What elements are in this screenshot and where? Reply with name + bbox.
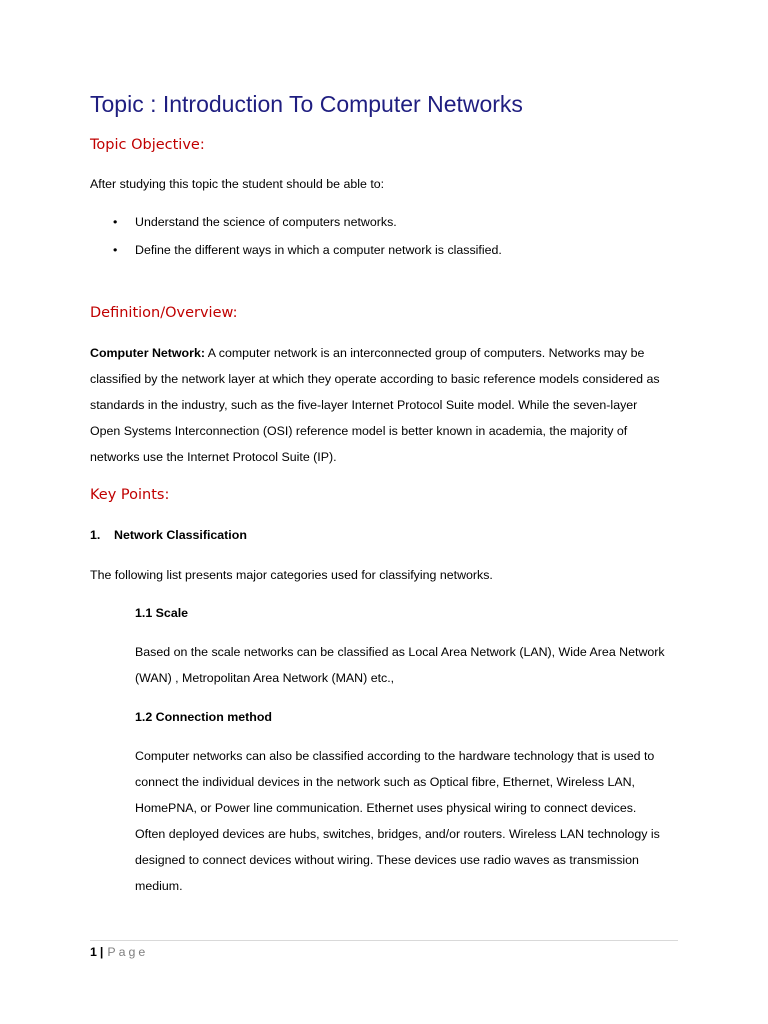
- key-point-item-title: Network Classification: [114, 528, 247, 542]
- overview-heading: Definition/Overview:: [90, 305, 238, 321]
- list-item: [113, 214, 397, 230]
- page-number: 1: [90, 945, 97, 959]
- bullet-text: Understand the science of computers networks.: [135, 215, 397, 229]
- subsection-line: medium.: [135, 879, 183, 893]
- list-item: [113, 242, 502, 258]
- bullet-icon: •: [113, 215, 118, 229]
- bullet-icon: •: [113, 243, 118, 257]
- subsection-paragraph: [135, 743, 660, 899]
- subsection-title: 1.2 Connection method: [135, 710, 272, 724]
- footer-page-label: Page: [107, 945, 149, 959]
- footer-separator: |: [99, 945, 104, 959]
- subsection-paragraph: [135, 639, 665, 691]
- page-footer: [90, 944, 148, 960]
- subsection-line: Computer networks can also be classified according to the hardware technology that is used to: [135, 749, 655, 763]
- subsection-line: Often deployed devices are hubs, switches, bridges, and/or routers. Wireless LAN technology is: [135, 827, 660, 841]
- overview-line-text: A computer network is an interconnected group of computers. Networks may be: [204, 346, 645, 360]
- overview-line: Open Systems Interconnection (OSI) reference model is better known in academia, the majority of: [90, 424, 628, 438]
- subsection-line: HomePNA, or Power line communication. Ethernet uses physical wiring to connect devices.: [135, 801, 637, 815]
- bullet-text: Define the different ways in which a computer network is classified.: [135, 243, 502, 257]
- subsection-line: connect the individual devices in the network such as Optical fibre, Ethernet, Wireless LAN,: [135, 775, 635, 789]
- subsection-line: (WAN) , Metropolitan Area Network (MAN) etc.,: [135, 671, 395, 685]
- overview-term: Computer Network:: [90, 346, 205, 360]
- key-points-heading: Key Points:: [90, 487, 170, 503]
- footer-divider: [90, 940, 678, 941]
- key-points-intro: The following list presents major categories used for classifying networks.: [90, 568, 493, 582]
- overview-line: [90, 340, 660, 366]
- key-point-item-number: 1.: [90, 528, 101, 542]
- overview-paragraph: [90, 340, 660, 470]
- overview-line: standards in the industry, such as the five-layer Internet Protocol Suite model. While the seven-layer: [90, 398, 638, 412]
- objective-heading: Topic Objective:: [90, 137, 205, 153]
- subsection-title: 1.1 Scale: [135, 606, 189, 620]
- overview-line: classified by the network layer at which they operate according to basic reference models considered as: [90, 372, 660, 386]
- overview-line: networks use the Internet Protocol Suite (IP).: [90, 450, 337, 464]
- subsection-line: Based on the scale networks can be classified as Local Area Network (LAN), Wide Area Network: [135, 645, 665, 659]
- objective-intro: After studying this topic the student should be able to:: [90, 177, 385, 191]
- page-title: Topic : Introduction To Computer Networks: [90, 91, 523, 117]
- subsection-line: designed to connect devices without wiring. These devices use radio waves as transmission: [135, 853, 639, 867]
